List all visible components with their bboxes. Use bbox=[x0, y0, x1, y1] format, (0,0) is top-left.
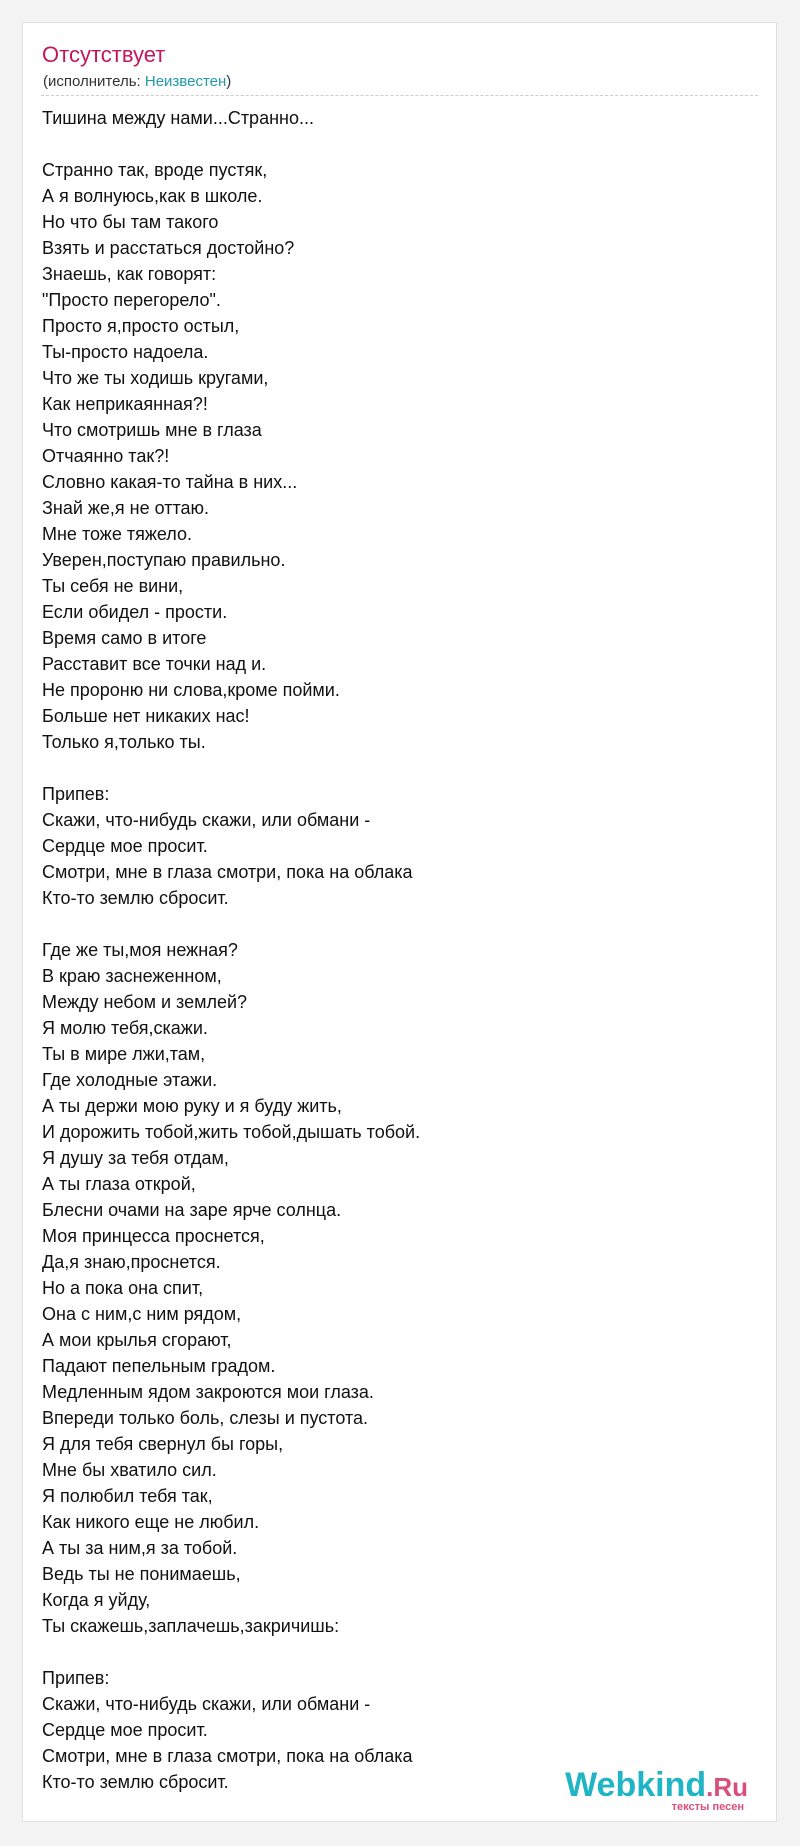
lyrics-line: Между небом и землей? bbox=[42, 992, 248, 1012]
lyrics-text bbox=[42, 105, 742, 1795]
logo-brand-name: Webkind bbox=[565, 1766, 707, 1804]
lyrics-line: Медленным ядом закроются мои глаза. bbox=[42, 1382, 374, 1402]
logo-brand bbox=[565, 1766, 748, 1804]
lyrics-line: Ты себя не вини, bbox=[42, 576, 184, 596]
lyrics-line: Как никого еще не любил. bbox=[42, 1512, 260, 1532]
lyrics-line: Я для тебя свернул бы горы, bbox=[42, 1434, 284, 1454]
song-title: Отсутствует bbox=[42, 42, 166, 67]
lyrics-blank-line bbox=[42, 755, 742, 781]
lyrics-line: А ты глаза открой, bbox=[42, 1174, 196, 1194]
logo-tld: .Ru bbox=[706, 1772, 748, 1802]
lyrics-line: Когда я уйду, bbox=[42, 1590, 151, 1610]
lyrics-line: Расставит все точки над и. bbox=[42, 654, 267, 674]
lyrics-line: Словно какая-то тайна в них... bbox=[42, 472, 298, 492]
artist-suffix: ) bbox=[226, 73, 232, 90]
lyrics-line: Мне бы хватило сил. bbox=[42, 1460, 217, 1480]
lyrics-line: Я молю тебя,скажи. bbox=[42, 1018, 208, 1038]
lyrics-blank-line bbox=[42, 1639, 742, 1665]
lyrics-line: Как неприкаянная?! bbox=[42, 394, 208, 414]
lyrics-line: Припев: bbox=[42, 1668, 110, 1688]
lyrics-line: Взять и расстаться достойно? bbox=[42, 238, 295, 258]
lyrics-line: Ты в мире лжи,там, bbox=[42, 1044, 206, 1064]
lyrics-line: Моя принцесса проснется, bbox=[42, 1226, 265, 1246]
lyrics-line: Кто-то землю сбросит. bbox=[42, 1772, 229, 1792]
lyrics-line: Но а пока она спит, bbox=[42, 1278, 204, 1298]
lyrics-line: Ты-просто надоела. bbox=[42, 342, 209, 362]
lyrics-line: Знаешь, как говорят: bbox=[42, 264, 217, 284]
lyrics-line: Впереди только боль, слезы и пустота. bbox=[42, 1408, 369, 1428]
lyrics-line: Кто-то землю сбросит. bbox=[42, 888, 229, 908]
lyrics-line: Смотри, мне в глаза смотри, пока на облака bbox=[42, 1746, 413, 1766]
lyrics-line: Уверен,поступаю правильно. bbox=[42, 550, 286, 570]
lyrics-line: Скажи, что-нибудь скажи, или обмани - bbox=[42, 1694, 371, 1714]
lyrics-line: Просто я,просто остыл, bbox=[42, 316, 240, 336]
lyrics-line: Тишина между нами...Странно... bbox=[42, 108, 314, 128]
lyrics-line: Припев: bbox=[42, 784, 110, 804]
lyrics-card bbox=[22, 22, 777, 1822]
header-divider bbox=[41, 95, 758, 96]
lyrics-line: Не пророню ни слова,кроме пойми. bbox=[42, 680, 340, 700]
lyrics-line: Где же ты,моя нежная? bbox=[42, 940, 238, 960]
lyrics-line: Она с ним,с ним рядом, bbox=[42, 1304, 242, 1324]
lyrics-line: Да,я знаю,проснется. bbox=[42, 1252, 221, 1272]
lyrics-line: Что смотришь мне в глаза bbox=[42, 420, 262, 440]
lyrics-line: А я волнуюсь,как в школе. bbox=[42, 186, 263, 206]
lyrics-line: Странно так, вроде пустяк, bbox=[42, 160, 268, 180]
lyrics-line: Где холодные этажи. bbox=[42, 1070, 218, 1090]
lyrics-line: А ты держи мою руку и я буду жить, bbox=[42, 1096, 342, 1116]
artist-prefix: (исполнитель: bbox=[43, 73, 145, 90]
lyrics-line: Смотри, мне в глаза смотри, пока на облака bbox=[42, 862, 413, 882]
artist-link[interactable]: Неизвестен bbox=[144, 73, 227, 90]
site-logo[interactable] bbox=[565, 1768, 748, 1813]
lyrics-line: А мои крылья сгорают, bbox=[42, 1330, 232, 1350]
lyrics-blank-line bbox=[42, 911, 742, 937]
lyrics-line: Время само в итоге bbox=[42, 628, 207, 648]
lyrics-line: Знай же,я не оттаю. bbox=[42, 498, 210, 518]
lyrics-line: Ты скажешь,заплачешь,закричишь: bbox=[42, 1616, 340, 1636]
lyrics-line: Блесни очами на заре ярче солнца. bbox=[42, 1200, 342, 1220]
lyrics-line: "Просто перегорело". bbox=[42, 290, 221, 310]
lyrics-line: Мне тоже тяжело. bbox=[42, 524, 193, 544]
lyrics-line: Падают пепельным градом. bbox=[42, 1356, 276, 1376]
lyrics-line: Я полюбил тебя так, bbox=[42, 1486, 213, 1506]
lyrics-line: В краю заснеженном, bbox=[42, 966, 222, 986]
logo-tagline: тексты песен bbox=[671, 1801, 744, 1813]
lyrics-line: Скажи, что-нибудь скажи, или обмани - bbox=[42, 810, 371, 830]
artist-line bbox=[43, 73, 231, 90]
lyrics-line: Но что бы там такого bbox=[42, 212, 219, 232]
lyrics-line: Я душу за тебя отдам, bbox=[42, 1148, 229, 1168]
lyrics-line: Больше нет никаких нас! bbox=[42, 706, 250, 726]
lyrics-blank-line bbox=[42, 131, 742, 157]
lyrics-line: И дорожить тобой,жить тобой,дышать тобой. bbox=[42, 1122, 421, 1142]
lyrics-line: Сердце мое просит. bbox=[42, 836, 208, 856]
lyrics-line: А ты за ним,я за тобой. bbox=[42, 1538, 238, 1558]
lyrics-line: Только я,только ты. bbox=[42, 732, 206, 752]
lyrics-line: Ведь ты не понимаешь, bbox=[42, 1564, 241, 1584]
lyrics-line: Если обидел - прости. bbox=[42, 602, 228, 622]
lyrics-line: Отчаянно так?! bbox=[42, 446, 170, 466]
lyrics-line: Что же ты ходишь кругами, bbox=[42, 368, 269, 388]
lyrics-line: Сердце мое просит. bbox=[42, 1720, 208, 1740]
